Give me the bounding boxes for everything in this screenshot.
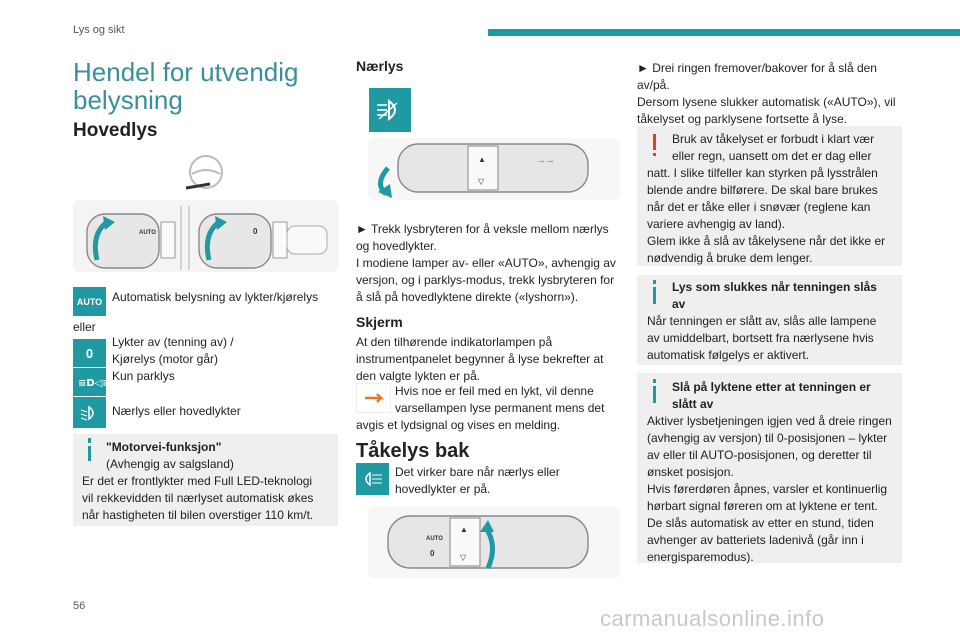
legend-eller: eller — [73, 320, 96, 334]
info3-title — [672, 379, 871, 413]
page-number: 56 — [73, 600, 86, 612]
info2-line: av umiddelbart, bortsett fra nærlysene hvis — [647, 331, 874, 345]
info-box-motorvei — [73, 434, 338, 526]
warning-box-takelys — [637, 126, 902, 266]
steering-wheel-icon — [180, 152, 228, 196]
dipped-beam-icon — [73, 397, 106, 428]
naerlys-line: I modiene lamper av- eller «AUTO», avhengig av — [356, 256, 616, 270]
info2-title-line: Lys som slukkes når tenningen slås — [672, 280, 877, 294]
info2-line: automatisk følgelys er aktivert. — [647, 348, 810, 362]
zero-icon: 0 — [73, 339, 106, 367]
naerlys-line: å slå på hovedlyktene direkte («lyshorn»). — [356, 290, 579, 304]
auto-icon: AUTO — [73, 287, 106, 316]
heading-hovedlys: Hovedlys — [73, 120, 158, 141]
info3-line: Hvis førerdøren åpnes, varsler et kontinuerlig — [647, 482, 888, 496]
legend-zero-line1: Lykter av (tenning av) / — [112, 335, 234, 349]
info3-line: (avhengig av versjon) til 0-posisjonen – lykter — [647, 431, 888, 445]
info3-body — [647, 413, 892, 566]
lever-illustration-takelys — [368, 506, 620, 578]
ring-line: Dersom lysene slukker automatisk («AUTO»), vil — [637, 95, 896, 109]
warn-line: eller regn, uansett om det er dag eller — [672, 149, 872, 163]
skjerm-line: instrumentpanelet begynner å lyse bekrefter at — [356, 352, 604, 366]
parking-lights-icon — [73, 368, 111, 396]
svg-text:≡D◁≡: ≡D◁≡ — [77, 378, 111, 389]
page-title — [73, 58, 298, 114]
takelys-line: hovedlykter er på. — [395, 482, 491, 496]
info-motorvei-line: når hastigheten til bilen overstiger 110 km/t. — [82, 508, 314, 522]
info-motorvei-sub: (Avhengig av salgsland) — [106, 457, 234, 471]
naerlys-line: ► Trekk lysbryteren for å veksle mellom nærlys — [356, 222, 609, 236]
lever-label-auto-2: AUTO — [426, 536, 443, 542]
ring-line: tåkelyset og parklysene fortsette å lyse. — [637, 112, 848, 126]
info-icon — [653, 386, 656, 403]
heading-takelys: Tåkelys bak — [356, 440, 470, 462]
info2-title-line: av — [672, 297, 686, 311]
heading-naerlys: Nærlys — [356, 58, 404, 74]
info-motorvei-body — [82, 473, 313, 524]
info3-line: ønsket posisjon. — [647, 465, 734, 479]
page-title-line2: belysning — [73, 85, 183, 115]
ring-line: ► Drei ringen fremover/bakover for å slå den — [637, 61, 877, 75]
warning-icon — [653, 134, 656, 150]
info3-line: avhenger av batteriets ladenivå (går inn i — [647, 533, 864, 547]
arrow-up-icon: ▲ — [460, 525, 468, 534]
rear-fog-icon — [356, 463, 389, 495]
warn-line: variere avhengig av land). — [647, 217, 786, 231]
warn-body — [647, 165, 885, 267]
warn-line: natt. I slike tilfeller kan styrken på lysstrålen — [647, 166, 878, 180]
header-accent-bar — [488, 29, 960, 36]
info2-line: Når tenningen er slått av, slås alle lampene — [647, 314, 877, 328]
warning-lamp-paragraph — [395, 383, 604, 417]
warn-line: Glem ikke å slå av tåkelysene når det ikke er — [647, 234, 886, 248]
warn-head — [672, 131, 874, 165]
info-icon — [88, 446, 91, 461]
warning-lamp-icon — [356, 383, 391, 413]
lever-illustration-hovedlys — [73, 200, 338, 272]
legend-dipped-text: Nærlys eller hovedlykter — [112, 404, 241, 418]
info-box-tenning-av — [637, 275, 902, 365]
warn-line: når det er tåke eller i snøvær (reglene kan — [647, 200, 871, 214]
main-beam-icon — [369, 88, 411, 132]
naerlys-paragraph — [356, 221, 616, 306]
info3-title-line: slått av — [672, 397, 714, 411]
warning-lamp-line: varsellampen lyse permanent mens det — [395, 401, 605, 415]
info-icon — [653, 287, 656, 304]
skjerm-line: At den tilhørende indikatorlampen på — [356, 335, 553, 349]
warn-line: Bruk av tåkelyset er forbudt i klart vær — [672, 132, 875, 146]
lever-illustration-naerlys — [368, 138, 620, 200]
info3-line: Aktiver lysbetjeningen igjen ved å dreie ringen — [647, 414, 892, 428]
skjerm-paragraph — [356, 334, 603, 385]
info2-title — [672, 279, 877, 313]
info3-line: energisparemodus). — [647, 550, 754, 564]
watermark: carmanualsonline.info — [600, 606, 825, 631]
lever-label-zero-2: 0 — [430, 549, 435, 558]
warning-lamp-line3: avgis et lydsignal og vises en melding. — [356, 418, 561, 432]
arrow-up-icon: ▲ — [478, 155, 486, 164]
page-title-line1: Hendel for utvendig — [73, 57, 299, 87]
takelys-line: Det virker bare når nærlys eller — [395, 465, 560, 479]
info3-title-line: Slå på lyktene etter at tenningen er — [672, 380, 871, 394]
warn-line: nødvendig å bruke dem lenger. — [647, 251, 813, 265]
info-motorvei-title: "Motorvei-funksjon" — [106, 440, 222, 454]
warning-lamp-line: Hvis noe er feil med en lykt, vil denne — [395, 384, 594, 398]
lever-label-zero: 0 — [253, 227, 258, 236]
dash-glyph: ⊸ ⊸ — [538, 157, 554, 166]
skjerm-line: den valgte lykten er på. — [356, 369, 481, 383]
legend-auto-text: Automatisk belysning av lykter/kjørelys — [112, 290, 319, 304]
legend-zero-text — [112, 334, 234, 368]
ring-line: av/på. — [637, 78, 670, 92]
info-motorvei-line: vil rekkevidden til nærlyset automatisk økes — [82, 491, 314, 505]
warn-line: blende andre bilførere. De skal bare brukes — [647, 183, 878, 197]
takelys-paragraph — [395, 464, 560, 498]
info3-line: hørbart signal føreren om at lyktene er tent. — [647, 499, 878, 513]
info2-body — [647, 313, 876, 364]
ring-paragraph — [637, 60, 896, 128]
section-header: Lys og sikt — [73, 24, 125, 36]
info-box-etter-tenning — [637, 373, 902, 563]
arrow-down-icon: ▽ — [460, 553, 467, 562]
info3-line: av eller til AUTO-posisjonen, og deretter til — [647, 448, 872, 462]
arrow-down-icon: ▽ — [478, 177, 485, 186]
legend-parking-text: Kun parklys — [112, 369, 175, 383]
heading-skjerm: Skjerm — [356, 314, 403, 330]
naerlys-line: og hovedlykter. — [356, 239, 437, 253]
lever-label-auto: AUTO — [139, 230, 156, 236]
info3-line: De slås automatisk av etter en stund, tiden — [647, 516, 874, 530]
legend-zero-line2: Kjørelys (motor går) — [112, 352, 219, 366]
info-motorvei-line: Er det er frontlykter med Full LED-teknologi — [82, 474, 313, 488]
naerlys-line: versjon, og i parklys-modus, trekk lysbryteren for — [356, 273, 615, 287]
